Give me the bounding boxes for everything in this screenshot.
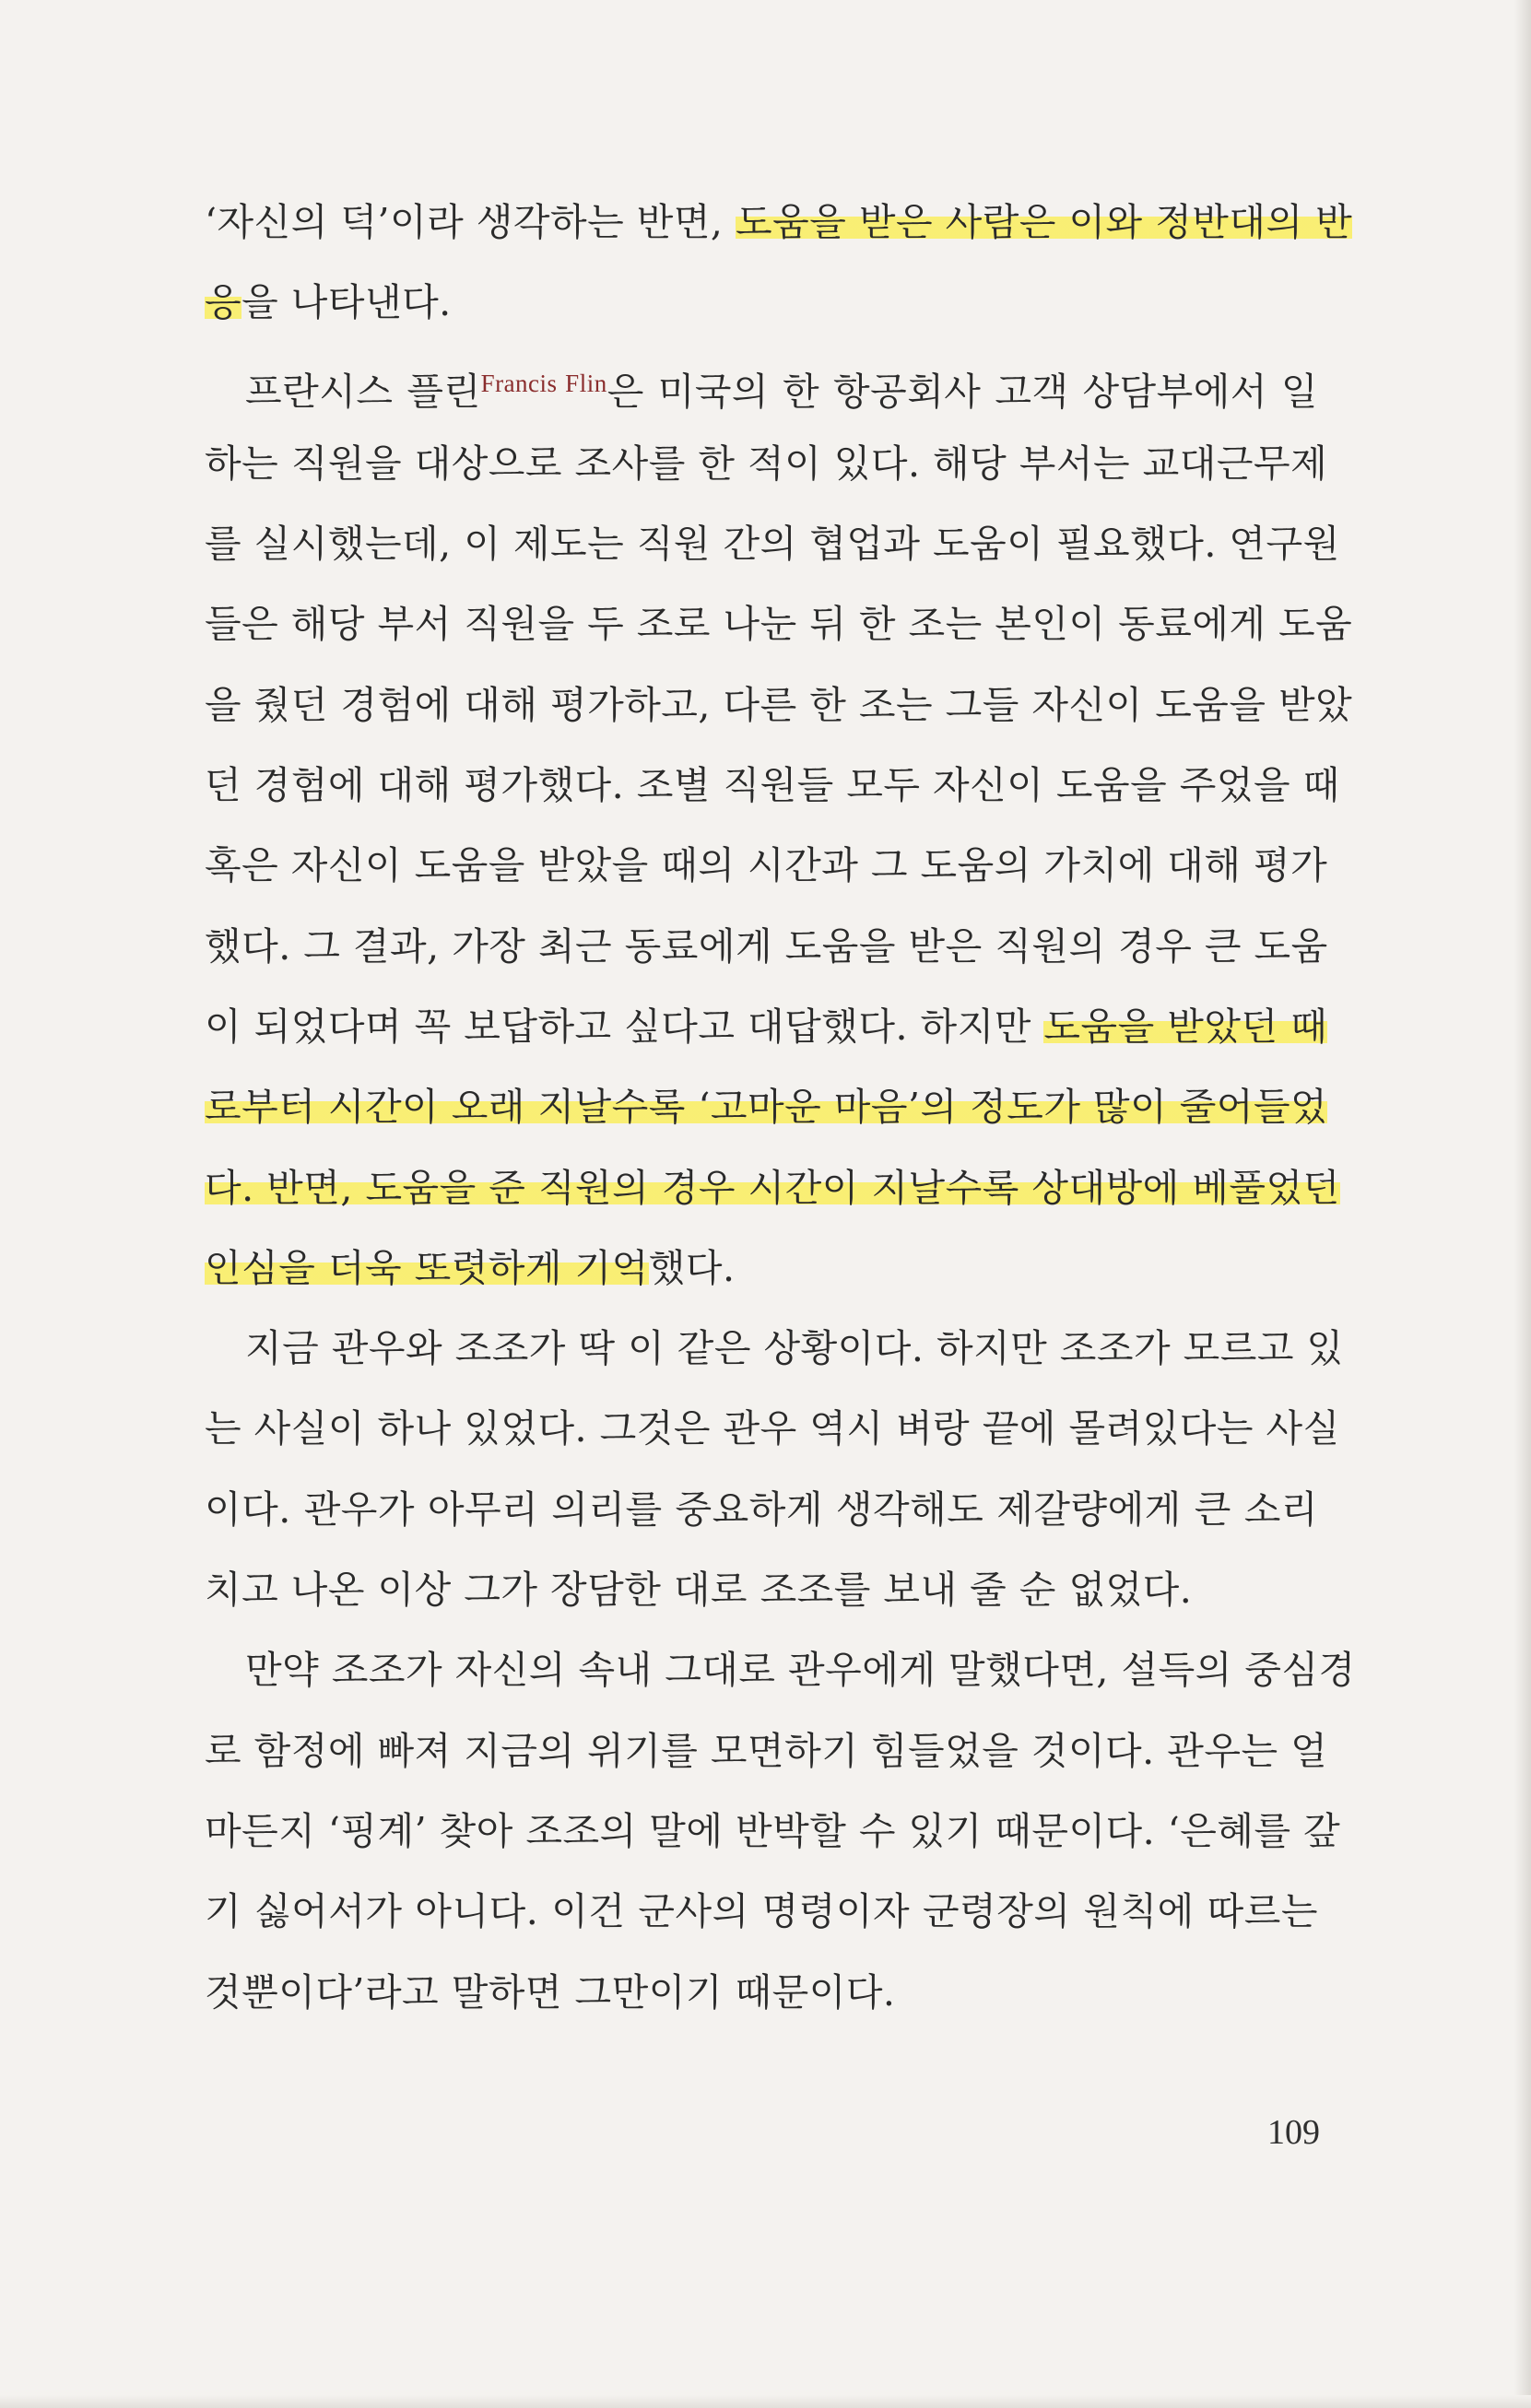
text-segment: 혹은 자신이 도움을 받았을 때의 시간과 그 도움의 가치에 대해 평가 (205, 843, 1328, 888)
highlighted-text: 로부터 시간이 오래 지날수록 ‘고마운 마음’의 정도가 많이 줄어들었 (205, 1085, 1328, 1130)
page-edge-shadow (1514, 0, 1531, 2408)
text-line (205, 987, 1328, 1067)
text-segment: 기 싫어서가 아니다. 이건 군사의 명령이자 군령장의 원칙에 따르는 (205, 1889, 1318, 1934)
text-line (205, 665, 1353, 746)
highlighted-text: 응 (205, 280, 242, 325)
text-line (205, 1872, 1318, 1952)
text-segment: 이다. 관우가 아무리 의리를 중요하게 생각해도 제갈량에게 큰 소리 (205, 1486, 1318, 1532)
text-segment: 것뿐이다’라고 말하면 그만이기 때문이다. (205, 1969, 896, 2014)
text-line (205, 1309, 1344, 1389)
highlighted-text: 다. 반면, 도움을 준 직원의 경우 시간이 지날수록 상대방에 베풀었던 (205, 1165, 1340, 1210)
highlighted-text: 도움을 받은 사람은 이와 정반대의 반 (736, 200, 1353, 244)
text-segment: 만약 조조가 자신의 속내 그대로 관우에게 말했다면, 설득의 중심경 (245, 1648, 1356, 1693)
text-line (205, 1148, 1340, 1228)
text-segment: 들은 해당 부서 직원을 두 조로 나눈 뒤 한 조는 본인이 동료에게 도움 (205, 602, 1353, 647)
text-segment: 을 나타낸다. (241, 280, 452, 325)
text-line (205, 263, 1318, 343)
highlighted-text: 도움을 받았던 때 (1043, 1004, 1328, 1049)
text-line (205, 1953, 1318, 2033)
text-line (205, 584, 1353, 664)
text-line (205, 1550, 1318, 1630)
text-segment: 이 되었다며 꼭 보답하고 싶다고 대답했다. 하지만 (205, 1004, 1044, 1049)
text-line (205, 1389, 1340, 1469)
text-segment: 지금 관우와 조조가 딱 이 같은 상황이다. 하지만 조조가 모르고 있 (245, 1326, 1344, 1371)
text-line (205, 1630, 1356, 1710)
text-segment: 했다. 그 결과, 가장 최근 동료에게 도움을 받은 직원의 경우 큰 도움 (205, 923, 1328, 969)
text-segment: 를 실시했는데, 이 제도는 직원 간의 협업과 도움이 필요했다. 연구원 (205, 522, 1340, 567)
text-line (205, 1791, 1341, 1872)
highlighted-text: 인심을 더욱 또렷하게 기억 (205, 1245, 649, 1290)
page-number: 109 (1267, 2113, 1320, 2152)
text-segment: 던 경험에 대해 평가했다. 조별 직원들 모두 자신이 도움을 주었을 때 (205, 763, 1340, 808)
text-segment: 하는 직원을 대상으로 조사를 한 적이 있다. 해당 부서는 교대근무제 (205, 440, 1328, 486)
text-segment: 치고 나온 이상 그가 장담한 대로 조조를 보내 줄 순 없었다. (205, 1568, 1193, 1613)
text-line (205, 504, 1340, 584)
text-segment: 은 미국의 한 항공회사 고객 상담부에서 일 (607, 369, 1318, 414)
text-line (205, 1067, 1328, 1147)
latin-name-annotation: Francis Flin (480, 369, 607, 397)
text-line (205, 182, 1353, 263)
text-segment: 는 사실이 하나 있었다. 그것은 관우 역시 벼랑 끝에 몰려있다는 사실 (205, 1406, 1340, 1451)
text-segment: 마든지 ‘핑계’ 찾아 조조의 말에 반박할 수 있기 때문이다. ‘은혜를 갚 (205, 1808, 1341, 1853)
text-line (205, 1228, 1318, 1309)
text-segment: 로 함정에 빠져 지금의 위기를 모면하기 힘들었을 것이다. 관우는 얼 (205, 1728, 1328, 1773)
text-segment: 프란시스 플린 (245, 369, 481, 414)
text-segment: ‘자신의 덕’이라 생각하는 반면, (205, 200, 736, 244)
text-line (205, 826, 1328, 906)
text-segment: 했다. (648, 1245, 736, 1290)
text-line (205, 907, 1328, 987)
body-text (205, 182, 1356, 2033)
text-line (205, 344, 1318, 424)
text-line (205, 424, 1328, 504)
text-line (205, 1470, 1318, 1550)
text-segment: 을 줬던 경험에 대해 평가하고, 다른 한 조는 그들 자신이 도움을 받았 (205, 682, 1353, 727)
text-line (205, 1711, 1328, 1791)
page-bottom-shadow (0, 2395, 1531, 2408)
text-line (205, 746, 1340, 826)
